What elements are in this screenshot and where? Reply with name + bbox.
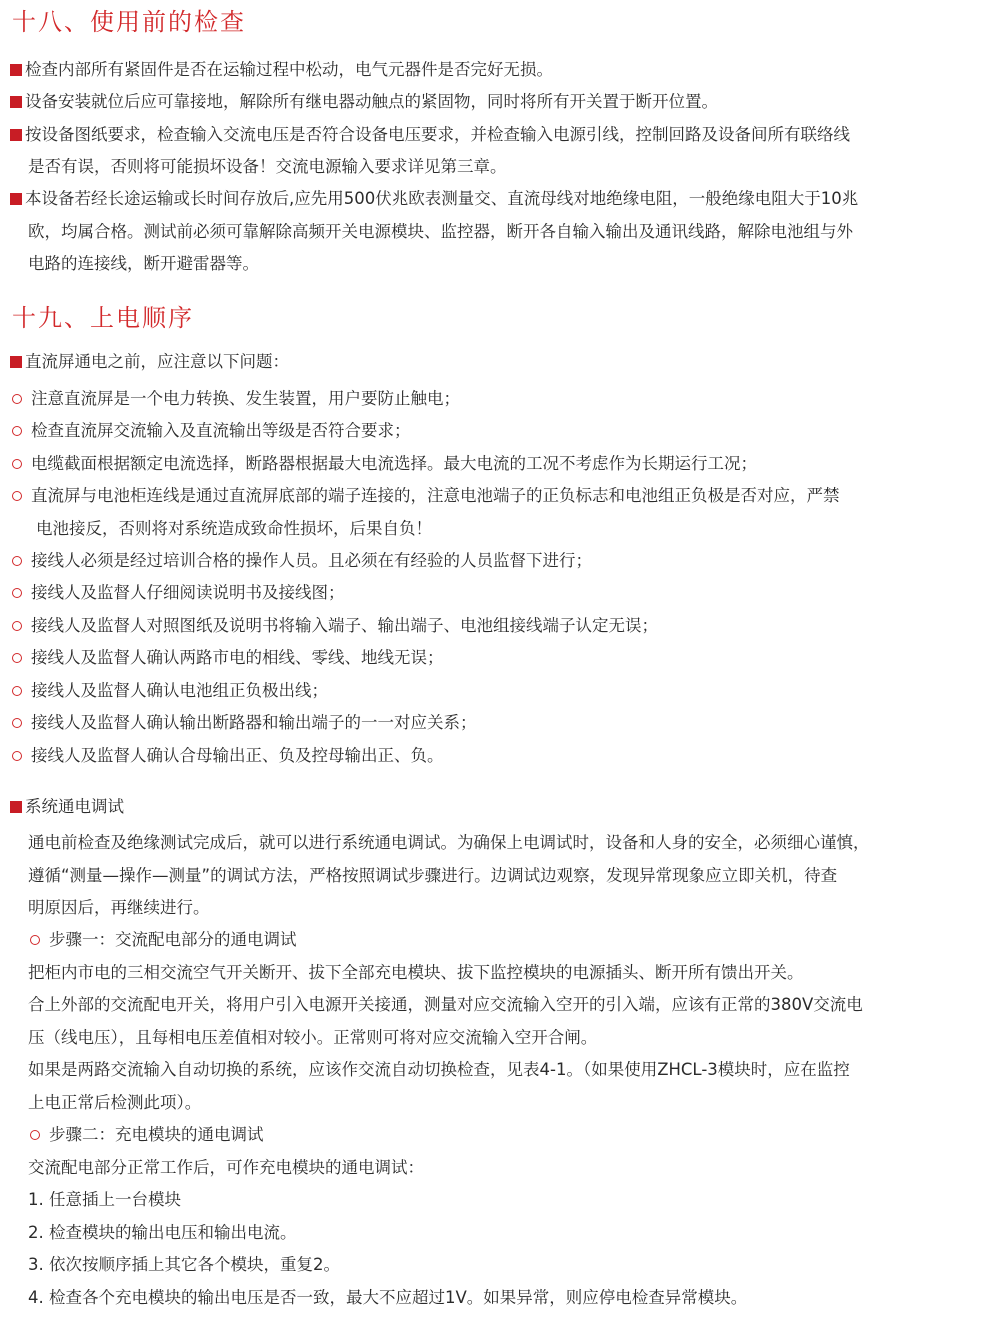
- debug-line-6: 合上外部的交流配电开关，将用户引入电源开关接通，测量对应交流输入空开的引入端，应该有正常的380V交流电: [28, 995, 863, 1014]
- debug-list-4: 4. 检查各个充电模块的输出电压是否一致，最大不应超过1V。如果异常，则应停电检查异常模块。: [28, 1288, 748, 1307]
- circle-bullet-icon: [12, 686, 22, 696]
- square-bullet-icon: [10, 129, 22, 141]
- debug-line-11: 交流配电部分正常工作后，可作充电模块的通电调试：: [28, 1158, 424, 1177]
- s19-item-9: 接线人及监督人确认电池组正负极出线；: [12, 679, 328, 703]
- s18-item-3-cont: 是否有误，否则将可能损坏设备！交流电源输入要求详见第三章。: [28, 157, 507, 176]
- s19-item-4-cont: 电池接反，否则将对系统造成致命性损坏，后果自负！: [36, 519, 432, 538]
- s18-item-4-cont-2: 电路的连接线，断开避雷器等。: [28, 254, 259, 273]
- s19-item-8: 接线人及监督人确认两路市电的相线、零线、地线无误；: [12, 646, 444, 670]
- debug-line-1: 通电前检查及绝缘测试完成后，就可以进行系统通电调试。为确保上电调试时，设备和人身的安全，必须细心谨慎，: [28, 833, 870, 852]
- square-bullet-icon: [10, 356, 22, 368]
- debug-line-2: 遵循“测量—操作—测量”的调试方法，严格按照调试步骤进行。边调试边观察，发现异常现象应立即关机，待查: [28, 866, 838, 885]
- debug-line-5: 把柜内市电的三相交流空气开关断开、拔下全部充电模块、拔下监控模块的电源插头、断开所有馈出开关。: [28, 963, 804, 982]
- s18-item-4: 本设备若经长途运输或长时间存放后,应先用500伏兆欧表测量交、直流母线对地绝缘电阻，一般绝缘电阻大于10兆: [10, 187, 858, 211]
- section-19-title: 十九、上电顺序: [12, 304, 194, 332]
- s18-item-3: 按设备图纸要求，检查输入交流电压是否符合设备电压要求，并检查输入电源引线，控制回路及设备间所有联络线: [10, 123, 850, 147]
- debug-line-7: 压（线电压），且每相电压差值相对较小。正常则可将对应交流输入空开合闸。: [28, 1028, 598, 1047]
- circle-bullet-icon: [12, 426, 22, 436]
- square-bullet-icon: [10, 193, 22, 205]
- circle-bullet-icon: [12, 588, 22, 598]
- circle-bullet-icon: [12, 459, 22, 469]
- s19-item-5: 接线人必须是经过培训合格的操作人员。且必须在有经验的人员监督下进行；: [12, 549, 592, 573]
- debug-line-9: 上电正常后检测此项）。: [28, 1093, 202, 1112]
- s19-item-10: 接线人及监督人确认输出断路器和输出端子的一一对应关系；: [12, 711, 477, 735]
- circle-bullet-icon: [12, 621, 22, 631]
- circle-bullet-icon: [12, 751, 22, 761]
- debug-list-1: 1. 任意插上一台模块: [28, 1190, 181, 1209]
- s19-intro: 直流屏通电之前，应注意以下问题：: [10, 350, 289, 374]
- circle-bullet-icon: [12, 556, 22, 566]
- debug-step-1: 步骤一：交流配电部分的通电调试: [30, 928, 297, 952]
- circle-bullet-icon: [12, 718, 22, 728]
- debug-line-8: 如果是两路交流输入自动切换的系统，应该作交流自动切换检查，见表4-1。（如果使用ZHCL-3模块时，应在监控: [28, 1060, 850, 1079]
- square-bullet-icon: [10, 96, 22, 108]
- s19-item-4: 直流屏与电池柜连线是通过直流屏底部的端子连接的，注意电池端子的正负标志和电池组正负极是否对应，严禁: [12, 484, 840, 508]
- debug-step-2: 步骤二：充电模块的通电调试: [30, 1123, 264, 1147]
- debug-line-3: 明原因后，再继续进行。: [28, 898, 210, 917]
- s19-item-6: 接线人及监督人仔细阅读说明书及接线图；: [12, 581, 345, 605]
- square-bullet-icon: [10, 64, 22, 76]
- s19-item-11: 接线人及监督人确认合母输出正、负及控母输出正、负。: [12, 744, 444, 768]
- s19-item-3: 电缆截面根据额定电流选择，断路器根据最大电流选择。最大电流的工况不考虑作为长期运行工况；: [12, 452, 757, 476]
- debug-title: 系统通电调试: [10, 795, 124, 819]
- debug-list-3: 3. 依次按顺序插上其它各个模块，重复2。: [28, 1255, 340, 1274]
- s19-item-2: 检查直流屏交流输入及直流输出等级是否符合要求；: [12, 419, 411, 443]
- s19-item-1: 注意直流屏是一个电力转换、发生装置，用户要防止触电；: [12, 387, 460, 411]
- circle-bullet-icon: [12, 394, 22, 404]
- circle-bullet-icon: [12, 491, 22, 501]
- square-bullet-icon: [10, 801, 22, 813]
- circle-bullet-icon: [30, 935, 40, 945]
- section-18-title: 十八、使用前的检查: [12, 8, 246, 36]
- s18-item-4-cont-1: 欧，均属合格。测试前必须可靠解除高频开关电源模块、监控器，断开各自输入输出及通讯线路，解除电池组与外: [28, 222, 853, 241]
- circle-bullet-icon: [12, 653, 22, 663]
- circle-bullet-icon: [30, 1130, 40, 1140]
- debug-list-2: 2. 检查模块的输出电压和输出电流。: [28, 1223, 297, 1242]
- s18-item-1: 检查内部所有紧固件是否在运输过程中松动，电气元器件是否完好无损。: [10, 58, 553, 82]
- s19-item-7: 接线人及监督人对照图纸及说明书将输入端子、输出端子、电池组接线端子认定无误；: [12, 614, 658, 638]
- s18-item-2: 设备安装就位后应可靠接地，解除所有继电器动触点的紧固物，同时将所有开关置于断开位置。: [10, 90, 718, 114]
